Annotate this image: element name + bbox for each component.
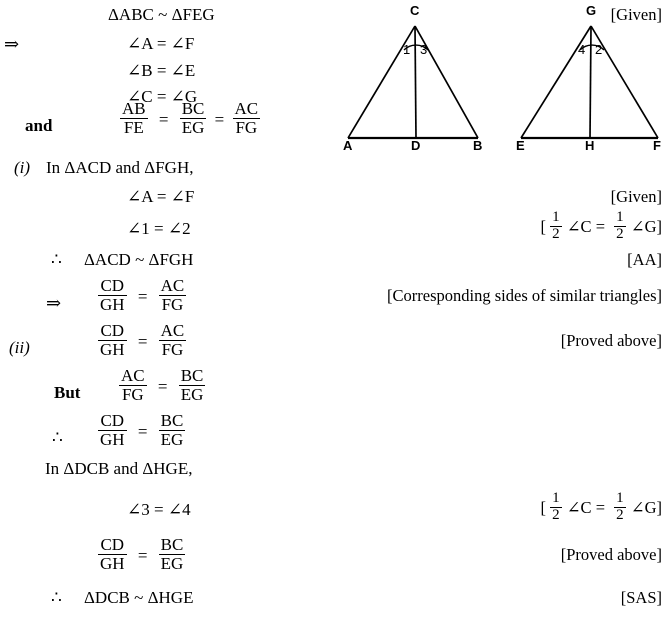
figure1-vertex-label-b: B: [473, 138, 483, 153]
proof-line-7-statement: ∠A = ∠F: [127, 187, 195, 206]
proof-line-9-statement: ΔACD ~ ΔFGH: [84, 250, 194, 269]
proof-line-16-annotation: [Proved above]: [560, 545, 662, 564]
figure2-apex-label-g: G: [586, 3, 597, 18]
proof-line-9-annotation: [AA]: [627, 250, 662, 269]
proof-line-15-statement: ∠3 = ∠4: [127, 500, 191, 519]
proof-line-9-marker: ∴: [51, 250, 62, 269]
proof-line-7-annotation: [Given]: [610, 187, 662, 206]
proof-line-8-annotation: [540, 211, 662, 244]
fraction-ac-fg: $\frac{AC}{FG}$: [160, 321, 185, 360]
proof-line-16-expression: [98, 537, 185, 574]
angle-c-equals: ∠C =: [566, 217, 605, 237]
fraction-one-half: $\frac{1}{2}$: [552, 209, 560, 242]
proof-line-13-expression: [98, 413, 185, 450]
proof-part-ii-annotation: [Proved above]: [560, 331, 662, 350]
fraction-bc-eg: $\frac{BC}{EG}$: [181, 99, 205, 138]
fraction-one-half-2: $\frac{1}{2}$: [616, 209, 624, 242]
equals-sign: =: [137, 421, 148, 441]
figure1-angle-3-label: 3: [420, 42, 428, 57]
equals-sign: =: [158, 109, 169, 129]
proof-line-12-marker: But: [54, 383, 81, 402]
fraction-cd-gh: $\frac{CD}{GH}$: [100, 535, 125, 574]
proof-line-10-expression: [98, 278, 186, 315]
fraction-ac-fg: $\frac{AC}{FG}$: [234, 99, 259, 138]
triangle-egf: [521, 26, 658, 138]
triangle-acb: [348, 26, 478, 138]
proof-part-ii-expression: [98, 323, 186, 360]
fraction-ab-fe: $\frac{AB}{FE}$: [122, 99, 146, 138]
proof-line-17-marker: ∴: [51, 588, 62, 607]
proof-line-17-annotation: [SAS]: [620, 588, 662, 607]
figure2-angle-4-label: 4: [578, 42, 586, 57]
proof-line-3-statement: ∠B = ∠E: [127, 61, 196, 80]
figure2-vertex-label-h: H: [585, 138, 595, 153]
equals-sign: =: [137, 286, 148, 306]
fraction-cd-gh: $\frac{CD}{GH}$: [100, 411, 125, 450]
proof-line-10-marker: ⇒: [46, 293, 62, 313]
figure2-angle-2-label: 2: [595, 42, 603, 57]
equals-sign: =: [214, 109, 225, 129]
proof-part-i-statement: In ΔACD and ΔFGH,: [46, 158, 194, 177]
fraction-ac-fg: $\frac{AC}{FG}$: [121, 366, 145, 405]
bracket-open: [: [540, 498, 546, 518]
proof-line-8-statement: ∠1 = ∠2: [127, 219, 191, 238]
fraction-cd-gh: $\frac{CD}{GH}$: [100, 276, 125, 315]
figure1-vertex-label-a: A: [343, 138, 353, 153]
angle-g-close: ∠G]: [630, 217, 662, 237]
proof-line-1-statement: ΔABC ~ ΔFEG: [108, 5, 215, 24]
fraction-ac-fg: $\frac{AC}{FG}$: [160, 276, 185, 315]
fraction-bc-eg: $\frac{BC}{EG}$: [160, 535, 184, 574]
proof-line-1-annotation: [Given]: [610, 5, 662, 24]
angle-c-equals: ∠C =: [566, 498, 605, 518]
equals-sign: =: [137, 331, 148, 351]
bracket-open: [: [540, 217, 546, 237]
proof-line-2-marker: ⇒: [4, 34, 20, 54]
figure1-angle-1-label: 1: [403, 42, 411, 57]
equals-sign: =: [157, 376, 168, 396]
equals-sign: =: [137, 545, 148, 565]
proof-line-4-statement: ∠C = ∠G: [127, 87, 198, 106]
proof-line-17-statement: ΔDCB ~ ΔHGE: [84, 588, 194, 607]
proof-line-12-expression: [119, 368, 205, 405]
fraction-one-half-2: $\frac{1}{2}$: [616, 490, 624, 523]
proof-line-2-statement: ∠A = ∠F: [127, 34, 195, 53]
figure1-vertex-label-d: D: [411, 138, 421, 153]
figure2-vertex-label-e: E: [516, 138, 525, 153]
fraction-cd-gh: $\frac{CD}{GH}$: [100, 321, 125, 360]
fraction-bc-eg: $\frac{BC}{EG}$: [180, 366, 204, 405]
proof-line-13-marker: ∴: [52, 428, 63, 447]
figure2-vertex-label-f: F: [653, 138, 661, 153]
angle-g-close: ∠G]: [630, 498, 662, 518]
proof-line-10-annotation: [Corresponding sides of similar triangles]: [387, 286, 662, 305]
proof-line-14-statement: In ΔDCB and ΔHGE,: [45, 459, 193, 478]
proof-part-i-marker: (i): [14, 158, 31, 177]
figure1-apex-label-c: C: [410, 3, 420, 18]
proof-line-5-marker: and: [25, 116, 53, 135]
fraction-bc-eg: $\frac{BC}{EG}$: [160, 411, 184, 450]
fraction-one-half: $\frac{1}{2}$: [552, 490, 560, 523]
proof-line-15-annotation: [540, 492, 662, 525]
triangles-figure: [0, 0, 671, 150]
proof-part-ii-marker: (ii): [9, 338, 30, 357]
